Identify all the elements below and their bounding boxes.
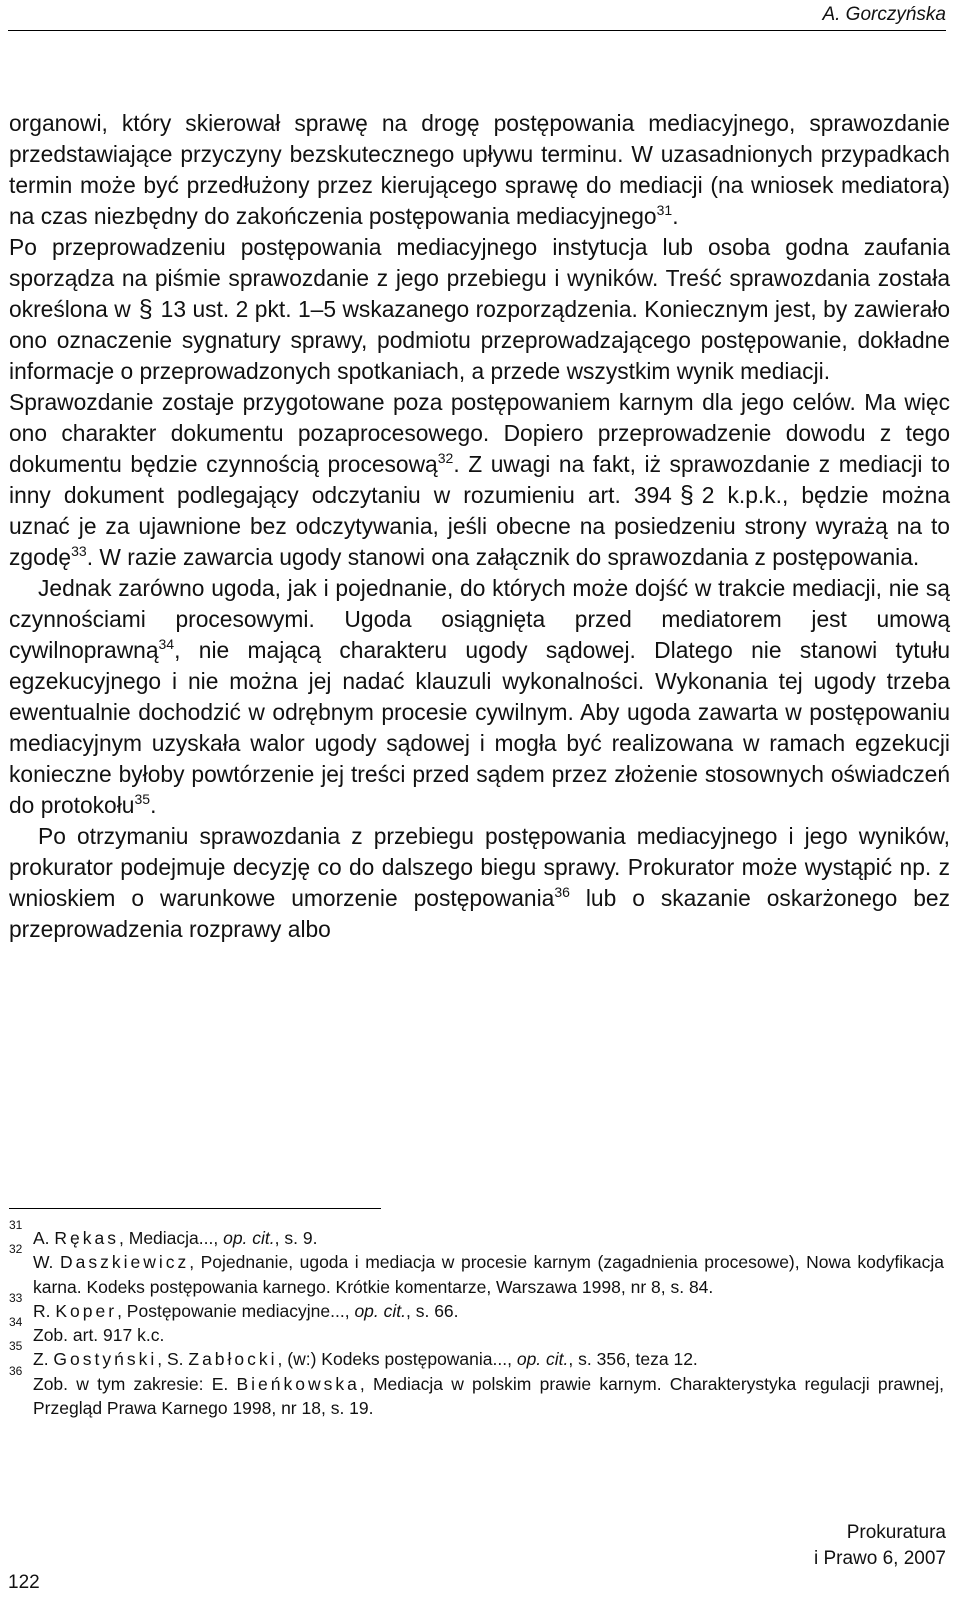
- paragraph-5: Po otrzymaniu sprawozdania z przebiegu postępowania mediacyjnego i jego wyników, prokurator podejmuje decyzję co do dalszego biegu sprawy. Prokurator może wystąpić np. z wnioskiem o warunkowe umorzenie postępowania$^{36}$ lub o skazanie oskarżonego bez przeprowadzenia rozprawy albo: [9, 823, 950, 942]
- running-header: [8, 0, 946, 30]
- footnote-ref-32: 32: [437, 450, 454, 466]
- author-name: Rękas: [54, 1228, 120, 1248]
- footnote-34: 34 Zob. art. 917 k.c.: [9, 1315, 165, 1346]
- paragraph-3: Sprawozdanie zostaje przygotowane poza postępowaniem karnym dla jego celów. Ma więc ono charakter dokumentu pozaprocesowego. Dopiero przeprowadzenie dowodu z tego dokumentu będzie czynnością procesową$^{32}$. Z uwagi na fakt, iż sprawozdanie z mediacji to inny dokument podlegający odczytaniu w rozumieniu art. 394 § 2 k.p.k., będzie można uznać je za ujawnione bez odczytywania, jeśli obecne na posiedzeniu strony wyrażą na to zgodę$^{33}$. W razie zawarcia ugody stanowi ona załącznik do sprawozdania z postępowania.: [9, 389, 951, 570]
- footnote-number: 31: [9, 1218, 23, 1232]
- author-name: Bieńkowska: [236, 1373, 360, 1394]
- journal-issue: i Prawo 6, 2007: [813, 1548, 946, 1569]
- footnote-number: 33: [9, 1290, 23, 1305]
- footnote-31: 31 A. Rękas, Mediacja..., op. cit., s. 9.: [9, 1218, 318, 1248]
- footnote-ref-31: 31: [656, 202, 673, 218]
- journal-title: Prokuratura: [846, 1522, 946, 1543]
- footnote-number: 34: [9, 1315, 23, 1330]
- body-text: [9, 108, 950, 945]
- footnote-number: 36: [9, 1363, 23, 1378]
- author-name: Daszkiewicz: [59, 1252, 190, 1273]
- footnote-ref-35: 35: [134, 791, 151, 807]
- page-number: 122: [8, 1572, 40, 1593]
- author-name: Gostyński: [53, 1349, 158, 1370]
- footnote-35: 35 Z. Gostyński, S. Zabłocki, (w:) Kodeks postępowania..., op. cit., s. 356, teza 12.: [9, 1339, 698, 1370]
- footnote-ref-36: 36: [554, 884, 570, 900]
- header-rule: [8, 30, 946, 31]
- footnote-33: 33 R. Koper, Postępowanie mediacyjne..., op. cit., s. 66.: [9, 1290, 459, 1321]
- section-sign: §: [138, 295, 153, 323]
- author-name: Zabłocki: [188, 1349, 278, 1370]
- header-author: A. Gorczyńska: [822, 4, 946, 25]
- footnote-number: 35: [9, 1339, 23, 1354]
- paragraph-4: Jednak zarówno ugoda, jak i pojednanie, do których może dojść w trakcie mediacji, nie są czynnościami procesowymi. Ugoda osiągnięta przed mediatorem jest umową cywilnoprawną$^{34}$, nie mającą charakteru ugody sądowej. Dlatego nie stanowi tytułu egzekucyjnego i nie można jej nadać klauzuli wykonalności. Wykonania tej ugody trzeba ewentualnie dochodzić w odrębnym procesie cywilnym. Aby ugoda zawarta w postępowaniu mediacyjnym uzyskała walor ugody sądowej i mogła być realizowana w ramach egzekucji konieczne byłoby powtórzenie jej treści przed sądem przez złożenie stosownych oświadczeń do protokołu$^{35}$.: [9, 575, 950, 818]
- paragraph-2: Po przeprowadzeniu postępowania mediacyjnego instytucja lub osoba godna zaufania sporządza na piśmie sprawozdanie z jego przebiegu i wyników. Treść sprawozdania została określona w § 13 ust. 2 pkt. 1–5 wskazanego rozporządzenia. Koniecznym jest, by zawierało ono oznaczenie sygnatury sprawy, podmiotu przeprowadzającego postępowanie, dokładne informacje o przeprowadzonych spotkaniach, a przede wszystkim wynik mediacji.: [9, 234, 950, 384]
- footnote-ref-33: 33: [71, 543, 87, 559]
- author-name: Koper: [55, 1300, 118, 1321]
- footnotes: [9, 1218, 944, 1420]
- footnote-separator: [9, 1208, 381, 1209]
- section-sign: §: [679, 481, 694, 509]
- journal-info: [814, 1520, 946, 1572]
- footnote-32: 32 W. Daszkiewicz, Pojednanie, ugoda i mediacja w procesie karnym (zagadnienia procesowe), Nowa kodyfikacja karna. Kodeks postępowania karnego. Krótkie komentarze, Warszawa 1998, nr 8, s. 84.: [9, 1242, 944, 1297]
- footnote-ref-34: 34: [158, 636, 175, 652]
- paragraph-1: organowi, który skierował sprawę na drogę postępowania mediacyjnego, sprawozdanie przedstawiające przyczyny bezskutecznego upływu terminu. W uzasadnionych przypadkach termin może być przedłużony przez kierującego sprawę do mediacji (na wniosek mediatora) na czas niezbędny do zakończenia postępowania mediacyjnego$^{31}$.: [9, 110, 950, 229]
- footnote-number: 32: [9, 1242, 23, 1257]
- footnote-36: 36 Zob. w tym zakresie: E. Bieńkowska, Mediacja w polskim prawie karnym. Charakterystyka regulacji prawnej, Przegląd Prawa Karnego 1998, nr 18, s. 19.: [9, 1363, 944, 1419]
